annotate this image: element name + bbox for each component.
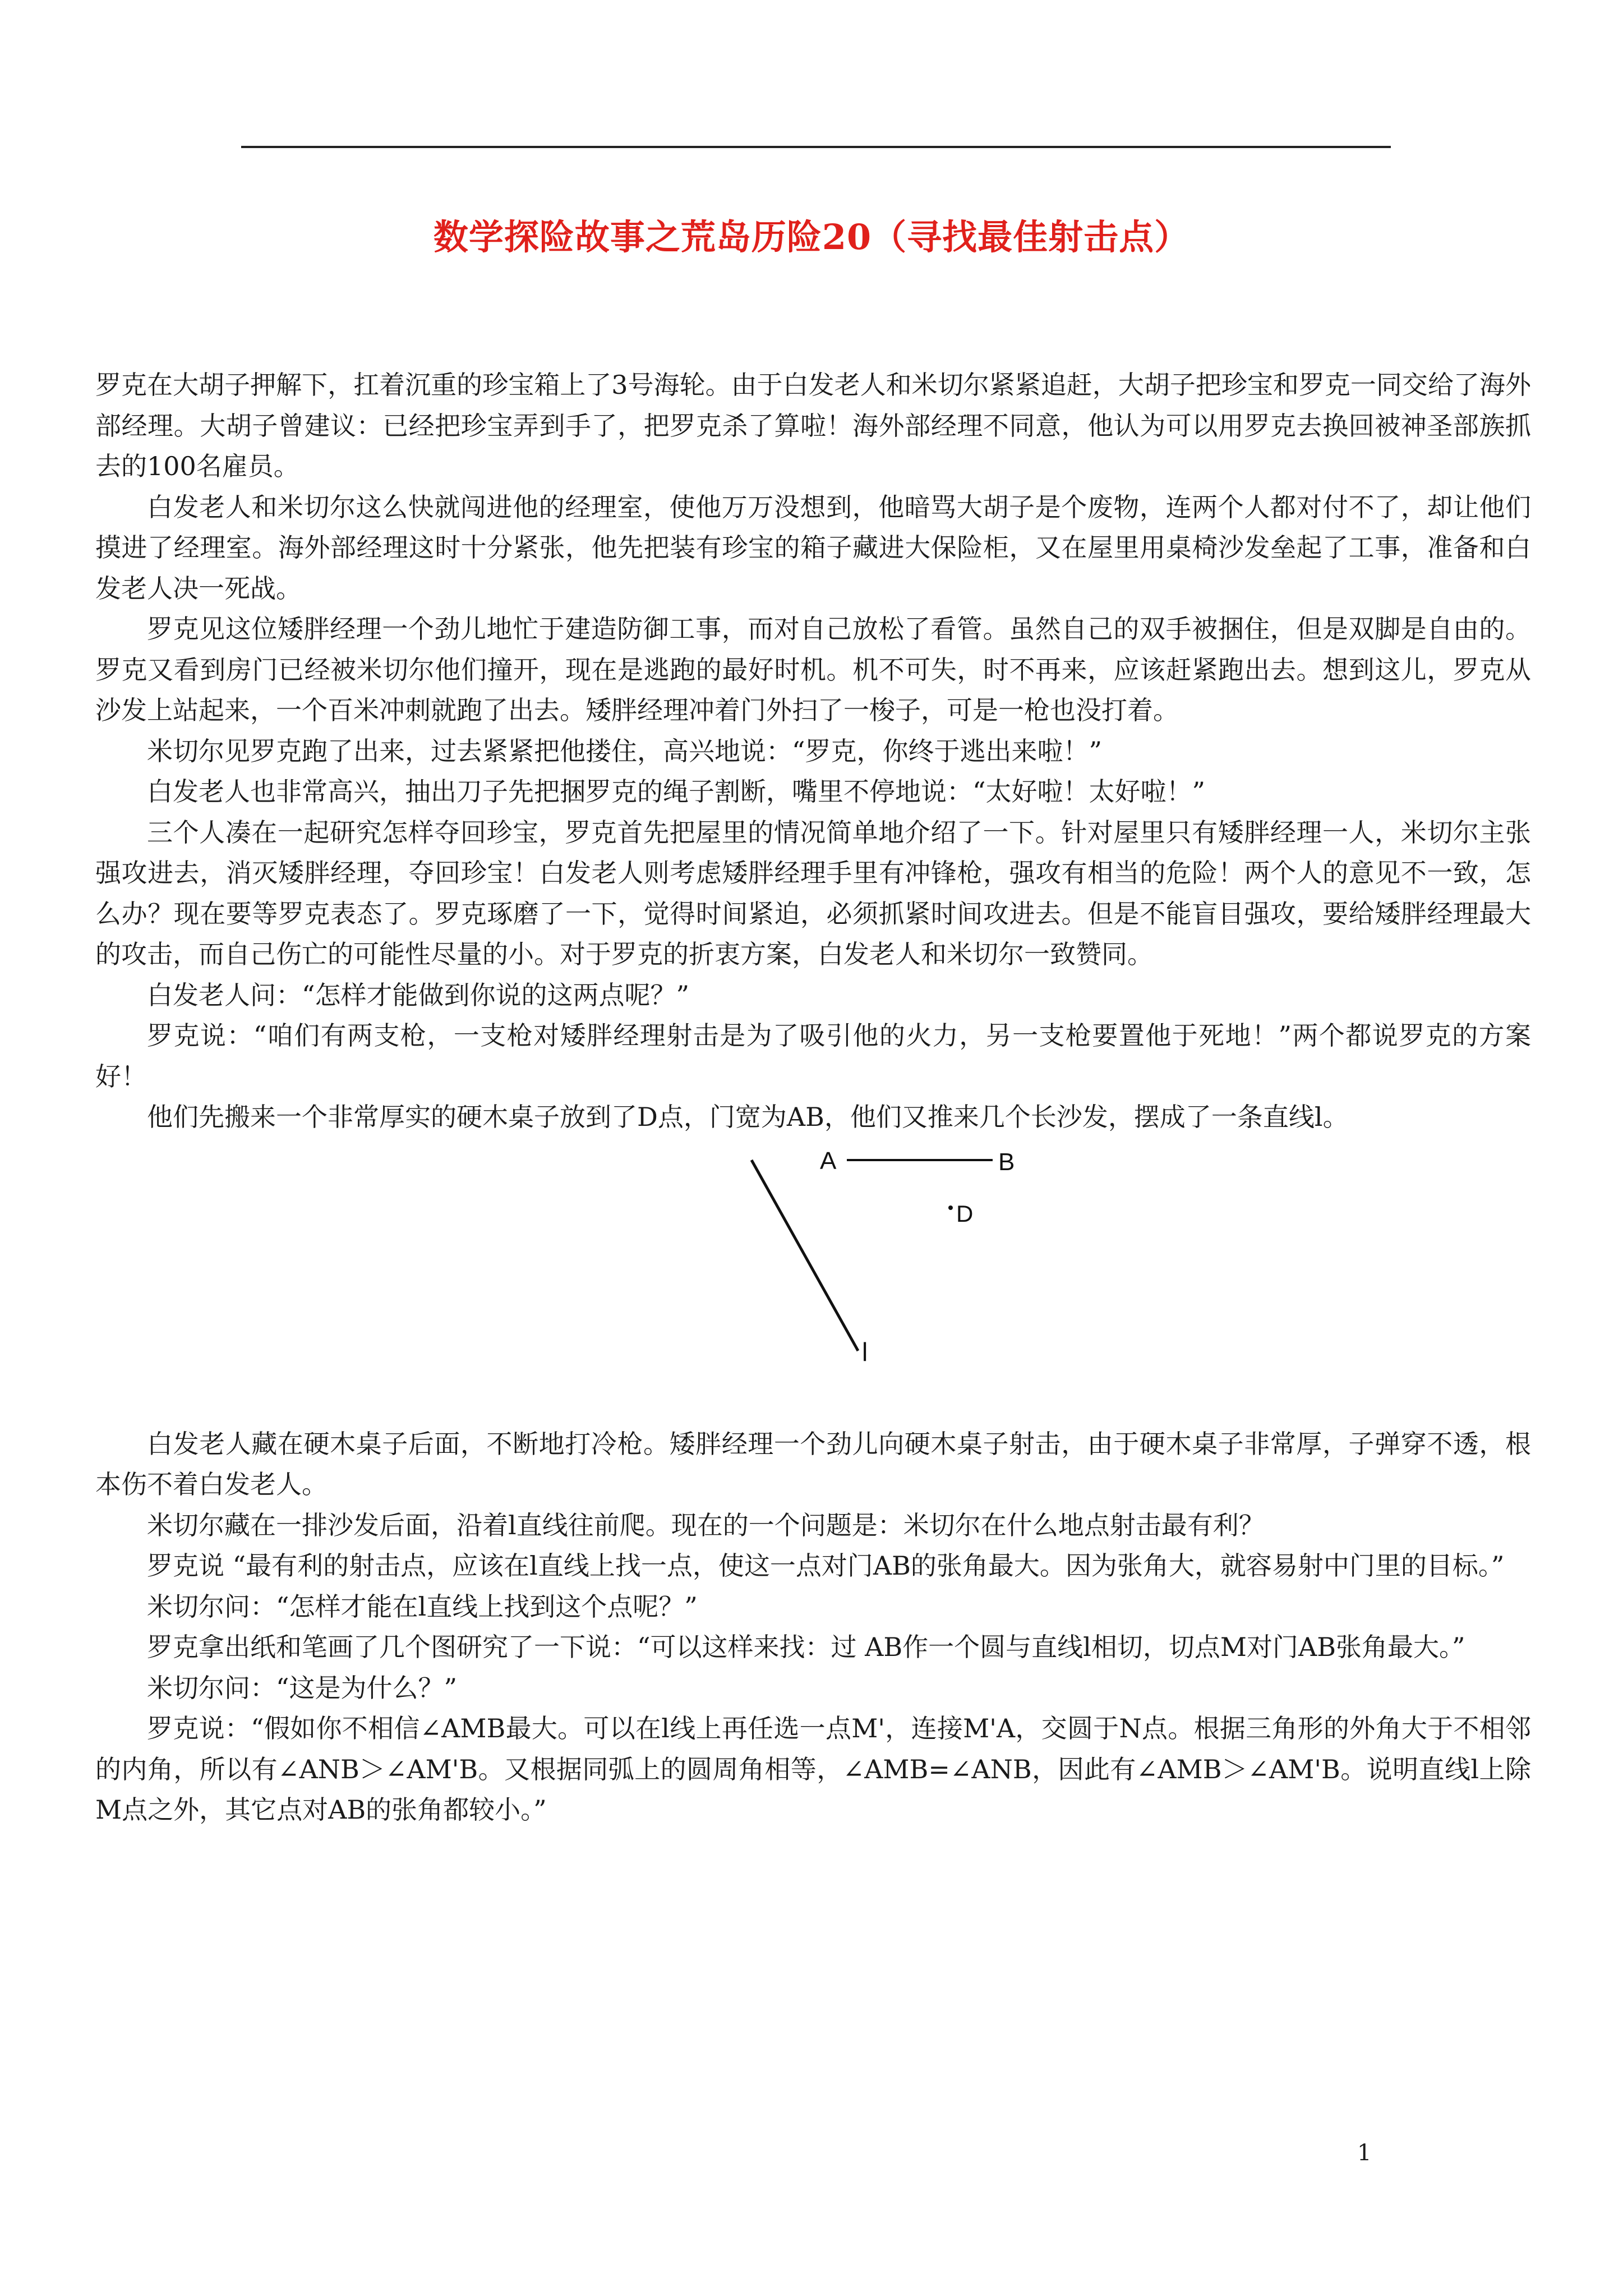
paragraph: 三个人凑在一起研究怎样夺回珍宝，罗克首先把屋里的情况简单地介绍了一下。针对屋里只有矮胖经理一人，米切尔主张强攻进去，消灭矮胖经理，夺回珍宝！白发老人则考虑矮胖经理手里有冲锋枪，强攻有相当的危险！两个人的意见不一致，怎么办？现在要等罗克表态了。罗克琢磨了一下，觉得时间紧迫，必须抓紧时间攻进去。但是不能盲目强攻，要给矮胖经理最大的攻击，而自己伤亡的可能性尽量的小。对于罗克的折衷方案，白发老人和米切尔一致赞同。 [95, 817, 1531, 969]
paragraph: 米切尔问：“这是为什么？” [147, 1672, 458, 1703]
paragraph: 罗克说 “最有利的射击点，应该在l直线上找一点，使这一点对门AB的张角最大。因为张角大，就容易射中门里的目标。” [147, 1550, 1505, 1581]
geometry-diagram [667, 1138, 1071, 1424]
paragraph: 白发老人和米切尔这么快就闯进他的经理室，使他万万没想到，他暗骂大胡子是个废物，连两个人都对付不了，却让他们摸进了经理室。海外部经理这时十分紧张，他先把装有珍宝的箱子藏进大保险柜，又在屋里用桌椅沙发垒起了工事，准备和白发老人决一死战。 [95, 491, 1531, 604]
paragraph: 罗克说：“假如你不相信∠AMB最大。可以在l线上再任选一点M'，连接M'A，交圆于N点。根据三角形的外角大于不相邻的内角，所以有∠ANB＞∠AM'B。又根据同弧上的圆周角相等，∠AMB=∠ANB，因此有∠AMB＞∠AM'B。说明直线l上除 M点之外，其它点对AB的张角都较小。” [95, 1713, 1531, 1825]
label-a: A [820, 1147, 837, 1175]
label-l: l [862, 1337, 868, 1366]
label-d: D [956, 1200, 974, 1227]
paragraph: 罗克说：“咱们有两支枪，一支枪对矮胖经理射击是为了吸引他的火力，另一支枪要置他于死地！”两个都说罗克的方案好！ [95, 1020, 1531, 1092]
paragraph: 白发老人也非常高兴，抽出刀子先把捆罗克的绳子割断，嘴里不停地说：“太好啦！太好啦！” [147, 776, 1206, 807]
page-number: 1 [1357, 2140, 1372, 2166]
label-b: B [998, 1148, 1015, 1176]
paragraph: 罗克拿出纸和笔画了几个图研究了一下说：“可以这样来找：过 AB作一个圆与直线l相切，切点M对门AB张角最大。” [147, 1632, 1465, 1662]
line-l [751, 1160, 858, 1351]
paragraph: 他们先搬来一个非常厚实的硬木桌子放到了D点，门宽为AB，他们又推来几个长沙发，摆成了一条直线l。 [147, 1102, 1349, 1132]
paragraph: 白发老人藏在硬木桌子后面，不断地打冷枪。矮胖经理一个劲儿向硬木桌子射击，由于硬木桌子非常厚，子弹穿不透，根本伤不着白发老人。 [95, 1428, 1531, 1499]
header-rule [241, 146, 1391, 148]
paragraph: 米切尔问：“怎样才能在l直线上找到这个点呢？” [147, 1591, 698, 1622]
paragraph: 白发老人问：“怎样才能做到你说的这两点呢？” [147, 979, 690, 1010]
paragraph: 罗克见这位矮胖经理一个劲儿地忙于建造防御工事，而对自己放松了看管。虽然自己的双手被捆住，但是双脚是自由的。罗克又看到房门已经被米切尔他们撞开，现在是逃跑的最好时机。机不可失，时不再来，应该赶紧跑出去。想到这儿，罗克从沙发上站起来，一个百米冲刺就跑了出去。矮胖经理冲着门外扫了一梭子，可是一枪也没打着。 [95, 614, 1531, 725]
paragraph: 米切尔藏在一排沙发后面，沿着l直线往前爬。现在的一个问题是：米切尔在什么地点射击最有利？ [147, 1510, 1265, 1540]
paragraph: 米切尔见罗克跑了出来，过去紧紧把他搂住，高兴地说：“罗克，你终于逃出来啦！” [147, 735, 1103, 766]
document-body [95, 365, 1531, 1830]
document-title: 数学探险故事之荒岛历险20（寻找最佳射击点） [433, 217, 1190, 257]
point-d [948, 1205, 953, 1210]
geometry-figure [95, 1138, 1531, 1424]
paragraph: 罗克在大胡子押解下，扛着沉重的珍宝箱上了3号海轮。由于白发老人和米切尔紧紧追赶，大胡子把珍宝和罗克一同交给了海外部经理。大胡子曾建议：已经把珍宝弄到手了，把罗克杀了算啦！海外部经理不同意，他认为可以用罗克去换回被神圣部族抓去的100名雇员。 [95, 370, 1531, 481]
